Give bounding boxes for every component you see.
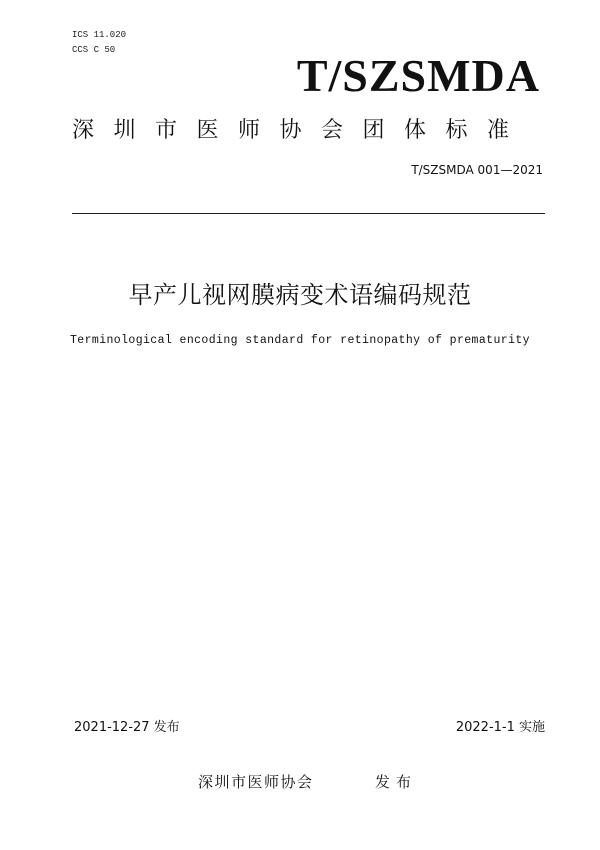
organization-standard-title: 深圳市医师协会团体标准 [72, 118, 529, 143]
ics-code: ICS 11.020 [72, 30, 127, 40]
publisher-name: 深圳市医师协会 [198, 773, 314, 791]
document-title-chinese: 早产儿视网膜病变术语编码规范 [128, 281, 472, 309]
publish-label: 发布 [375, 773, 418, 791]
ccs-code: CCS C 50 [72, 45, 116, 55]
document-title-english: Terminological encoding standard for retinopathy of prematurity [70, 334, 530, 347]
header-divider [72, 213, 545, 214]
effective-date: 2022-1-1 实施 [455, 720, 545, 735]
brand-code: T/SZSMDA [296, 50, 540, 101]
issue-date: 2021-12-27 发布 [74, 720, 180, 735]
document-number: T/SZSMDA 001—2021 [411, 163, 543, 177]
